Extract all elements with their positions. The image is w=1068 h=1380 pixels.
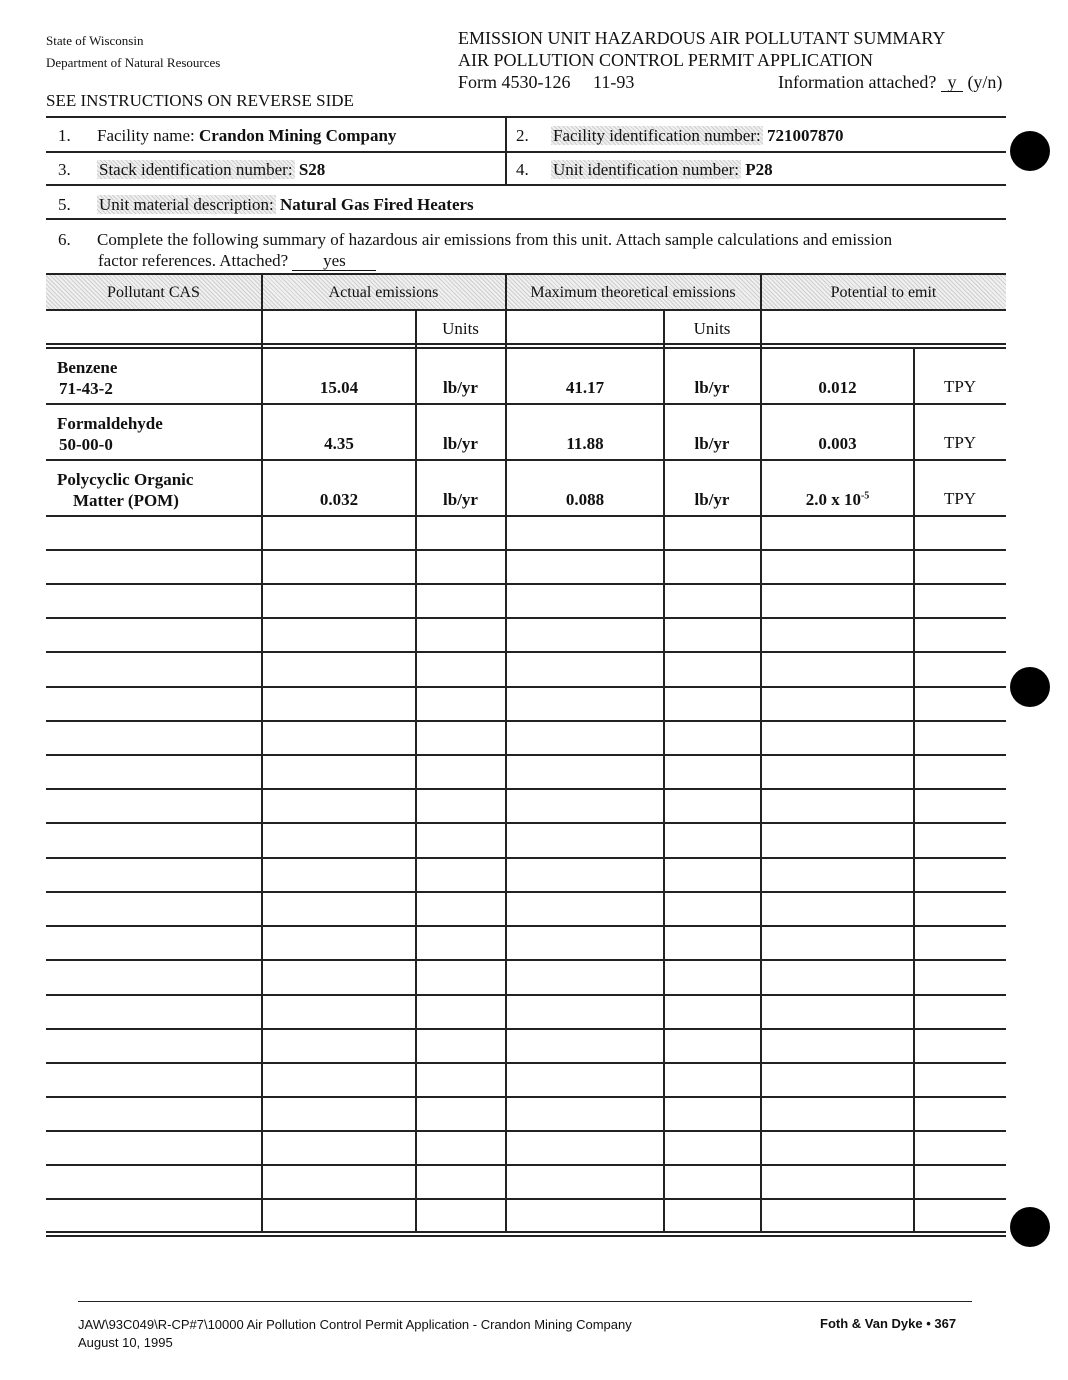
col-header-maximum: Maximum theoretical emissions — [530, 284, 736, 301]
table-row-line — [46, 403, 1006, 405]
table-row-line — [46, 857, 1006, 859]
info-attached-hint: (y/n) — [967, 72, 1003, 92]
table-row-line — [46, 1164, 1006, 1166]
actual-unit: lb/yr — [443, 490, 478, 509]
attached-value[interactable]: yes — [292, 252, 376, 271]
field-number: 4. — [516, 160, 529, 179]
table-row-line — [46, 822, 1006, 824]
info-attached-label: Information attached? — [778, 72, 937, 92]
field-text: Complete the following summary of hazardous air emissions from this unit. Attach sample calculations and emission — [97, 230, 893, 249]
facility-name-value[interactable]: Crandon Mining Company — [198, 126, 397, 145]
instructions-note: SEE INSTRUCTIONS ON REVERSE SIDE — [46, 91, 354, 110]
table-row-line — [46, 754, 1006, 756]
field-number: 1. — [58, 126, 71, 145]
form-number: Form 4530-126 — [458, 72, 571, 92]
footer-bullet: • — [926, 1316, 931, 1331]
footer-left — [78, 1316, 632, 1352]
table-row-line — [46, 1028, 1006, 1030]
table-row-line — [46, 617, 1006, 619]
footer-path: JAW\93C049\R-CP#7\10000 Air Pollution Control Permit Application - Crandon Mining Company — [78, 1317, 632, 1332]
pte-exponent: -5 — [860, 490, 870, 502]
form-date: 11-93 — [593, 72, 635, 92]
footer-firm: Foth & Van Dyke — [820, 1316, 923, 1331]
rule — [46, 309, 1006, 311]
col-header-actual: Actual emissions — [328, 284, 439, 301]
pte-value — [761, 490, 914, 510]
field-label: Facility identification number: — [553, 126, 761, 145]
pollutant-cas: 50-00-0 — [59, 435, 113, 454]
actual-unit: lb/yr — [443, 434, 478, 453]
pte-base: 2.0 x 10 — [805, 490, 861, 509]
rule — [46, 347, 1006, 349]
table-row-line — [46, 994, 1006, 996]
field-number: 6. — [58, 230, 71, 249]
pte-unit: TPY — [943, 489, 977, 508]
pollutant-cas: 71-43-2 — [59, 379, 113, 398]
unit-material-value[interactable]: Natural Gas Fired Heaters — [279, 195, 474, 214]
facility-id-value[interactable]: 721007870 — [766, 126, 844, 145]
table-row-line — [46, 1130, 1006, 1132]
max-unit: lb/yr — [694, 490, 730, 509]
field-label: Unit identification number: — [553, 160, 740, 179]
table-column-line — [505, 273, 507, 1233]
col-subheader-units: Units — [693, 319, 731, 338]
form-subtitle: AIR POLLUTION CONTROL PERMIT APPLICATION — [458, 50, 874, 70]
pollutant-label: Formaldehyde — [57, 414, 163, 433]
pollutant-label: Benzene — [57, 358, 118, 377]
pollutant-label: Polycyclic Organic — [57, 470, 194, 489]
stack-id-value[interactable]: S28 — [298, 160, 326, 179]
field-number: 2. — [516, 126, 529, 145]
max-value: 11.88 — [566, 434, 604, 453]
agency-state: State of Wisconsin — [46, 33, 144, 48]
table-row-line — [46, 459, 1006, 461]
info-attached-value[interactable]: y — [941, 73, 963, 92]
actual-value: 0.032 — [319, 490, 359, 509]
table-column-line — [261, 273, 263, 1233]
field-number: 5. — [58, 195, 71, 214]
max-unit: lb/yr — [694, 434, 730, 453]
table-row-line — [46, 925, 1006, 927]
table-row-line — [46, 891, 1006, 893]
table-row-line — [46, 788, 1006, 790]
footer-right — [820, 1316, 956, 1331]
pte-unit: TPY — [943, 433, 977, 452]
max-value: 0.088 — [565, 490, 605, 509]
pollutant-name — [57, 413, 163, 455]
field-text: factor references. Attached? — [98, 251, 289, 270]
pte-value: 0.003 — [818, 434, 857, 453]
footer-date: August 10, 1995 — [78, 1335, 173, 1350]
max-value: 41.17 — [565, 378, 605, 397]
table-row-line — [46, 959, 1006, 961]
rule — [46, 1235, 1006, 1237]
pte-value: 0.012 — [818, 378, 857, 397]
table-row-line — [46, 1062, 1006, 1064]
table-column-line — [760, 273, 762, 1233]
actual-value: 4.35 — [324, 434, 354, 453]
pte-unit: TPY — [943, 377, 977, 396]
actual-value: 15.04 — [319, 378, 359, 397]
form-title: EMISSION UNIT HAZARDOUS AIR POLLUTANT SUMMARY — [458, 28, 946, 48]
field-number: 3. — [58, 160, 71, 179]
col-subheader-units: Units — [442, 319, 479, 338]
col-header-potential: Potential to emit — [830, 284, 937, 301]
pollutant-name — [57, 357, 117, 399]
footer-page: 367 — [934, 1316, 957, 1331]
table-row-line — [46, 549, 1006, 551]
field-label: Facility name: — [97, 126, 195, 145]
agency-department: Department of Natural Resources — [46, 55, 221, 70]
pollutant-cas: Matter (POM) — [73, 491, 179, 510]
table-row-line — [46, 583, 1006, 585]
table-row-line — [46, 651, 1006, 653]
pollutant-name — [57, 469, 193, 511]
field-label: Stack identification number: — [99, 160, 293, 179]
table-row-line — [46, 1198, 1006, 1200]
table-row-line — [46, 515, 1006, 517]
rule — [46, 1231, 1006, 1233]
table-row-line — [46, 686, 1006, 688]
table-column-line — [415, 309, 417, 1233]
unit-id-value[interactable]: P28 — [745, 160, 773, 179]
field-label: Unit material description: — [99, 195, 274, 214]
table-column-line — [663, 309, 665, 1233]
actual-unit: lb/yr — [443, 378, 478, 397]
footer-rule — [78, 1301, 972, 1302]
rule — [46, 343, 1006, 345]
table-row-line — [46, 1096, 1006, 1098]
col-header-pollutant: Pollutant CAS — [107, 284, 200, 301]
table-row-line — [46, 720, 1006, 722]
rule — [46, 273, 1006, 275]
max-unit: lb/yr — [694, 378, 730, 397]
table-column-line — [913, 347, 915, 1233]
